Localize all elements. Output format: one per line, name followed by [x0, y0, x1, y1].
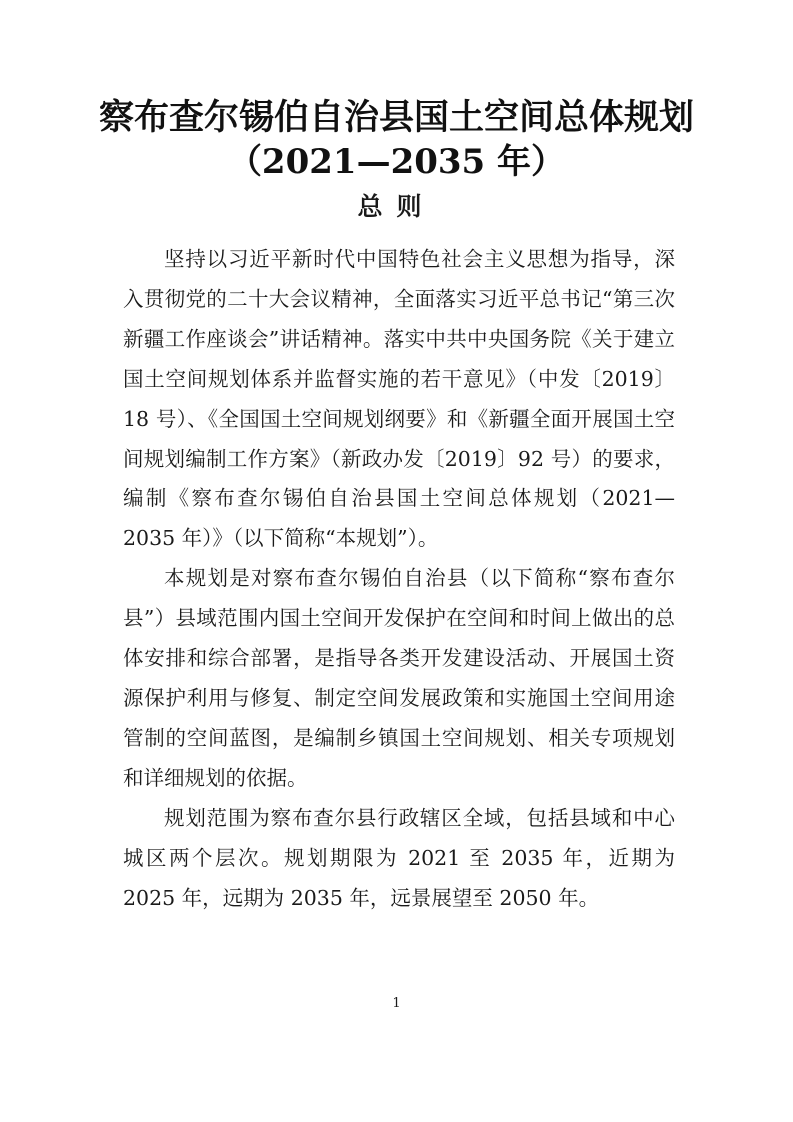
paragraph-guiding-principles: 坚持以习近平新时代中国特色社会主义思想为指导，深入贯彻党的二十大会议精神，全面落实习近平总书记“第三次新疆工作座谈会”讲话精神。落实中共中央国务院《关于建立国土空间规划体系并监督实施的若干意见》（中发〔2019〕18 号）、《全国国土空间规划纲要》和《新疆全面开展国土空间规划编制工作方案》（新政办发〔2019〕92 号）的要求，编制《察布查尔锡伯自治县国土空间总体规划（2021—2035 年）》（以下简称“本规划”）。: [123, 247, 675, 551]
document-body: [123, 240, 675, 918]
paragraph-plan-scope: 规划范围为察布查尔县行政辖区全域，包括县域和中心城区两个层次。规划期限为 2021 至 2035 年，近期为 2025 年，远期为 2035 年，远景展望至 2050 年。: [123, 805, 675, 910]
document-title-period: （2021—2035 年）: [227, 142, 566, 182]
page-number: 1: [392, 996, 401, 1011]
document-title: 察布查尔锡伯自治县国土空间总体规划: [98, 97, 694, 138]
paragraph-plan-nature: 本规划是对察布查尔锡伯自治县（以下简称“察布查尔县”）县域范围内国土空间开发保护在空间和时间上做出的总体安排和综合部署，是指导各类开发建设活动、开展国土资源保护利用与修复、制定空间发展政策和实施国土空间用途管制的空间蓝图，是编制乡镇国土空间规划、相关专项规划和详细规划的依据。: [123, 566, 675, 790]
section-heading: 总则: [357, 192, 436, 221]
